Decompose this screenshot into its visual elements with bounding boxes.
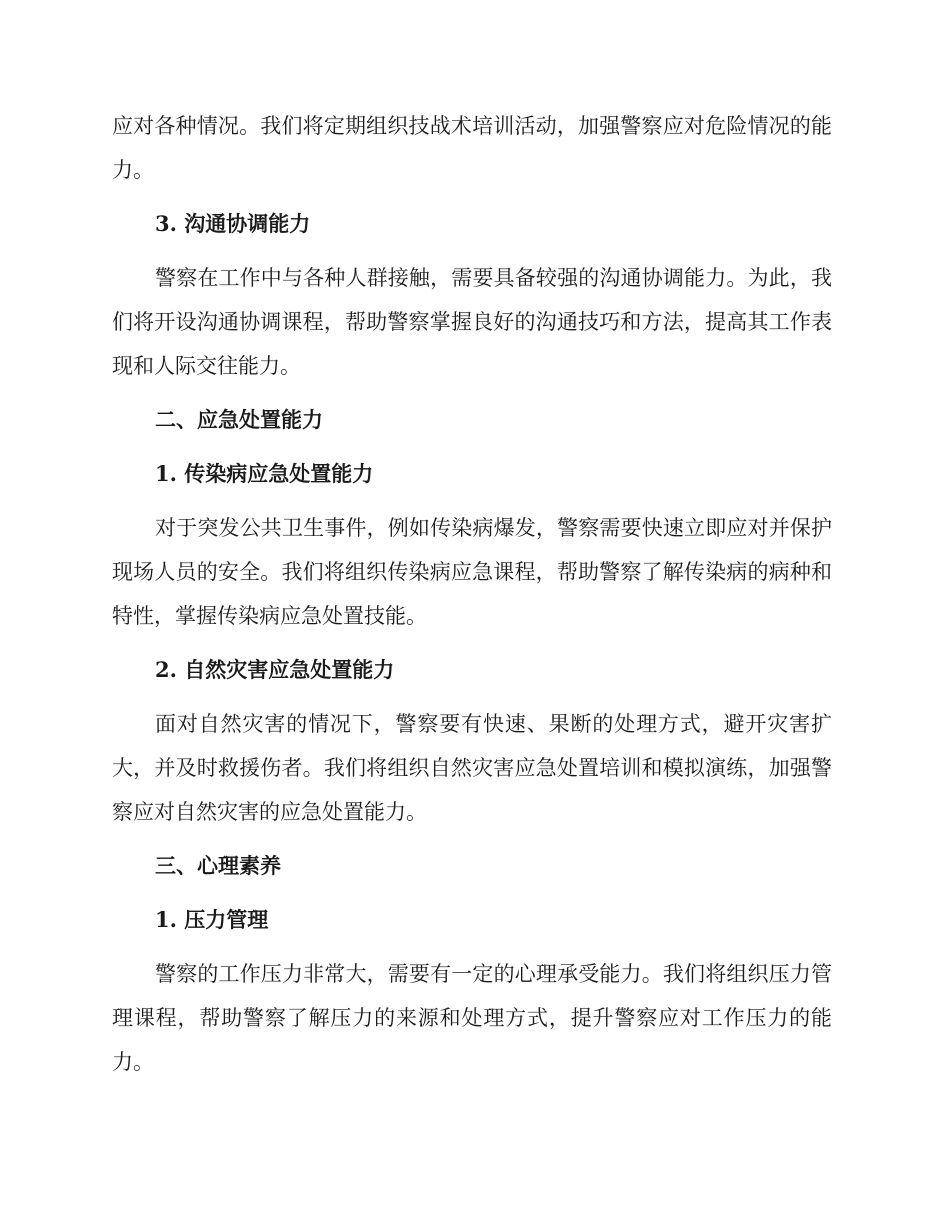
paragraph-communication: 警察在工作中与各种人群接触，需要具备较强的沟通协调能力。为此，我们将开设沟通协调课程，帮助警察掌握良好的沟通技巧和方法，提高其工作表现和人际交往能力。 xyxy=(112,266,832,378)
section-heading-emergency: 二、应急处置能力 xyxy=(155,407,323,432)
heading-stress: 1. 压力管理 xyxy=(155,907,269,932)
paragraph-disaster: 面对自然灾害的情况下，警察要有快速、果断的处理方式，避开灾害扩大，并及时救援伤者。我们将组织自然灾害应急处置培训和模拟演练，加强警察应对自然灾害的应急处置能力。 xyxy=(112,712,832,824)
heading-epidemic: 1. 传染病应急处置能力 xyxy=(155,461,374,486)
section-heading-psychology: 三、心理素养 xyxy=(155,853,281,878)
heading-disaster: 2. 自然灾害应急处置能力 xyxy=(155,657,395,682)
paragraph-epidemic: 对于突发公共卫生事件，例如传染病爆发，警察需要快速立即应对并保护现场人员的安全。我们将组织传染病应急课程，帮助警察了解传染病的病种和特性，掌握传染病应急处置技能。 xyxy=(112,516,832,628)
document-page xyxy=(112,104,832,1084)
paragraph-continuation: 应对各种情况。我们将定期组织技战术培训活动，加强警察应对危险情况的能力。 xyxy=(112,114,832,182)
paragraph-stress: 警察的工作压力非常大，需要有一定的心理承受能力。我们将组织压力管理课程，帮助警察了解压力的来源和处理方式，提升警察应对工作压力的能力。 xyxy=(112,962,832,1074)
heading-communication: 3. 沟通协调能力 xyxy=(155,211,311,236)
